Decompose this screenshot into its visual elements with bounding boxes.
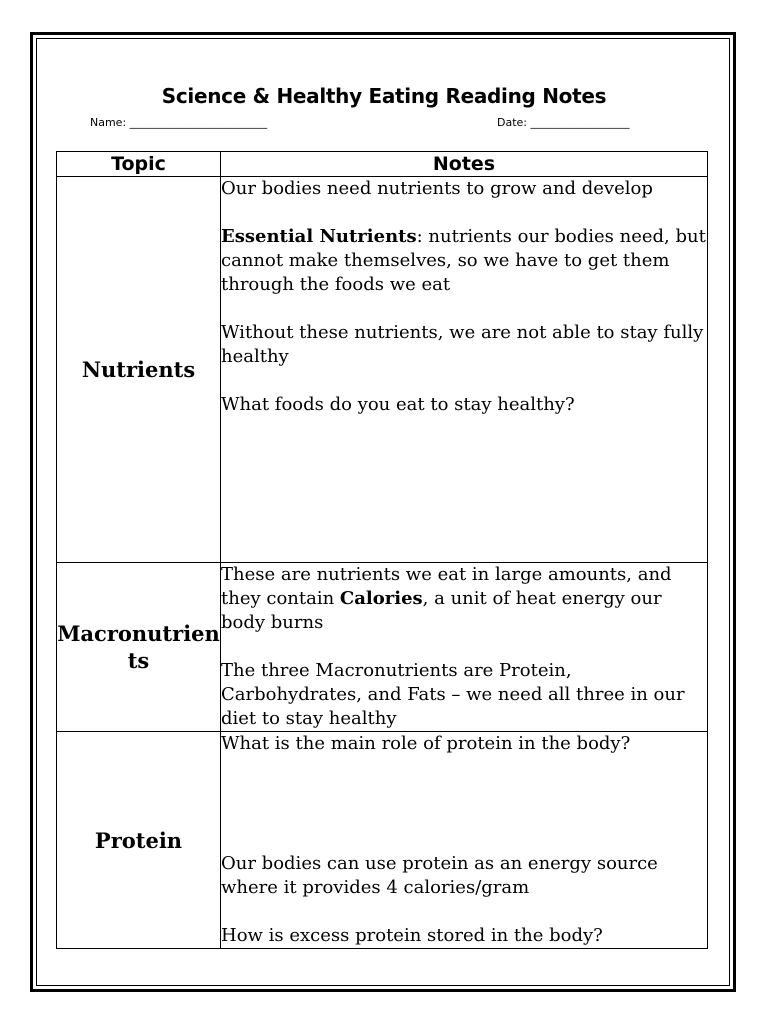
essential-nutrients-definition xyxy=(221,225,707,297)
topic-macronutrients: Macronutrients xyxy=(57,563,221,732)
notes-macronutrients[interactable] xyxy=(221,563,708,732)
notes-nutrients[interactable] xyxy=(221,177,708,563)
nutrients-answer-space[interactable] xyxy=(221,417,707,537)
essential-nutrients-text: : nutrients our bodies need, but cannot make themselves, so we have to get them through the foods we eat xyxy=(221,226,706,295)
column-header-topic: Topic xyxy=(57,152,221,177)
calories-term: Calories xyxy=(339,588,423,609)
page-title: Science & Healthy Eating Reading Notes xyxy=(161,84,607,108)
essential-nutrients-term: Essential Nutrients xyxy=(221,226,417,247)
name-field[interactable]: Name: _________________________ xyxy=(90,116,268,129)
notes-protein[interactable] xyxy=(221,732,708,949)
calories-definition: , a unit of heat energy our body burns xyxy=(221,588,662,633)
table-row-nutrients xyxy=(57,177,708,563)
macronutrients-intro-text: These are nutrients we eat in large amounts, and they contain xyxy=(221,564,672,609)
nutrients-health-note: Without these nutrients, we are not able to stay fully healthy xyxy=(221,322,704,367)
table-row-macronutrients xyxy=(57,563,708,732)
topic-nutrients: Nutrients xyxy=(57,177,221,563)
column-header-notes: Notes xyxy=(221,152,708,177)
protein-question-role: What is the main role of protein in the body? xyxy=(221,733,631,754)
nutrients-intro: Our bodies need nutrients to grow and develop xyxy=(221,178,653,199)
topic-protein: Protein xyxy=(57,732,221,949)
macronutrients-intro xyxy=(221,563,707,635)
notes-table xyxy=(56,151,708,949)
table-row-protein xyxy=(57,732,708,949)
three-macronutrients-note: The three Macronutrients are Protein, Carbohydrates, and Fats – we need all three in our diet to stay healthy xyxy=(221,660,685,729)
protein-role-answer-space[interactable] xyxy=(221,756,707,852)
table-header-row xyxy=(57,152,708,177)
date-field[interactable]: Date: __________________ xyxy=(497,116,630,129)
protein-question-storage: How is excess protein stored in the body? xyxy=(221,925,603,946)
nutrients-question: What foods do you eat to stay healthy? xyxy=(221,394,575,415)
protein-energy-note: Our bodies can use protein as an energy source where it provides 4 calories/gram xyxy=(221,853,658,898)
